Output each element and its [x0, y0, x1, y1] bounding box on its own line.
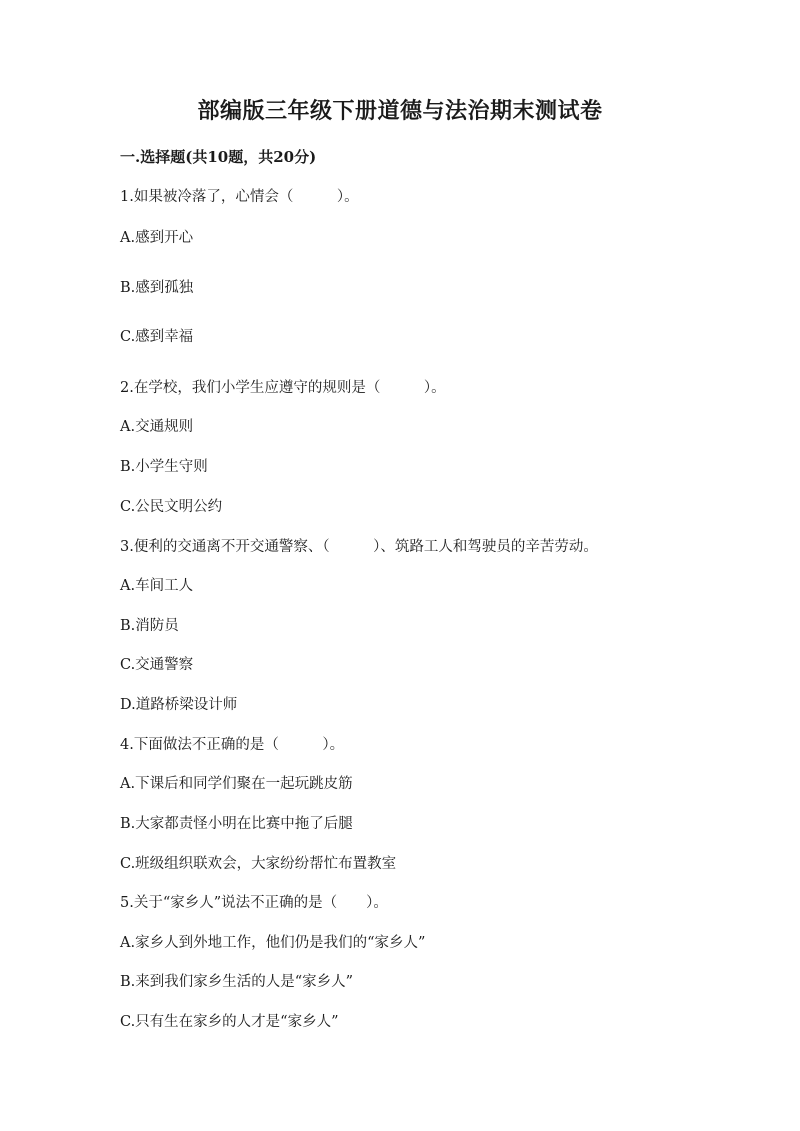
- question-2-option-b: B.小学生守则: [120, 459, 208, 475]
- question-2-option-a: A.交通规则: [120, 419, 194, 435]
- question-3-stem: 3.便利的交通离不开交通警察、（ ）、筑路工人和驾驶员的辛苦劳动。: [120, 539, 598, 555]
- section-heading: 一.选择题(共10题，共20分): [120, 148, 317, 166]
- question-3-option-c: C.交通警察: [120, 657, 194, 673]
- question-4-option-b: B.大家都责怪小明在比赛中拖了后腿: [120, 816, 353, 832]
- question-1-option-a: A.感到开心: [120, 230, 194, 246]
- question-3-option-d: D.道路桥梁设计师: [120, 697, 238, 713]
- question-3-option-b: B.消防员: [120, 618, 179, 634]
- question-4-stem: 4.下面做法不正确的是（ ）。: [120, 737, 345, 753]
- question-1-stem: 1.如果被冷落了，心情会（ ）。: [120, 189, 359, 205]
- document-title: 部编版三年级下册道德与法治期末测试卷: [197, 98, 603, 124]
- question-5-option-a: A.家乡人到外地工作，他们仍是我们的“家乡人”: [120, 935, 426, 951]
- question-5-option-c: C.只有生在家乡的人才是“家乡人”: [120, 1014, 339, 1030]
- question-1-option-c: C.感到幸福: [120, 329, 194, 345]
- question-1-option-b: B.感到孤独: [120, 280, 194, 296]
- question-4-option-a: A.下课后和同学们聚在一起玩跳皮筋: [120, 776, 353, 792]
- question-3-option-a: A.车间工人: [120, 578, 194, 594]
- question-5-option-b: B.来到我们家乡生活的人是“家乡人”: [120, 974, 354, 990]
- question-2-option-c: C.公民文明公约: [120, 499, 223, 515]
- question-2-stem: 2.在学校，我们小学生应遵守的规则是（ ）。: [120, 380, 446, 396]
- question-4-option-c: C.班级组织联欢会，大家纷纷帮忙布置教室: [120, 856, 397, 872]
- question-5-stem: 5.关于“家乡人”说法不正确的是（ ）。: [120, 895, 388, 911]
